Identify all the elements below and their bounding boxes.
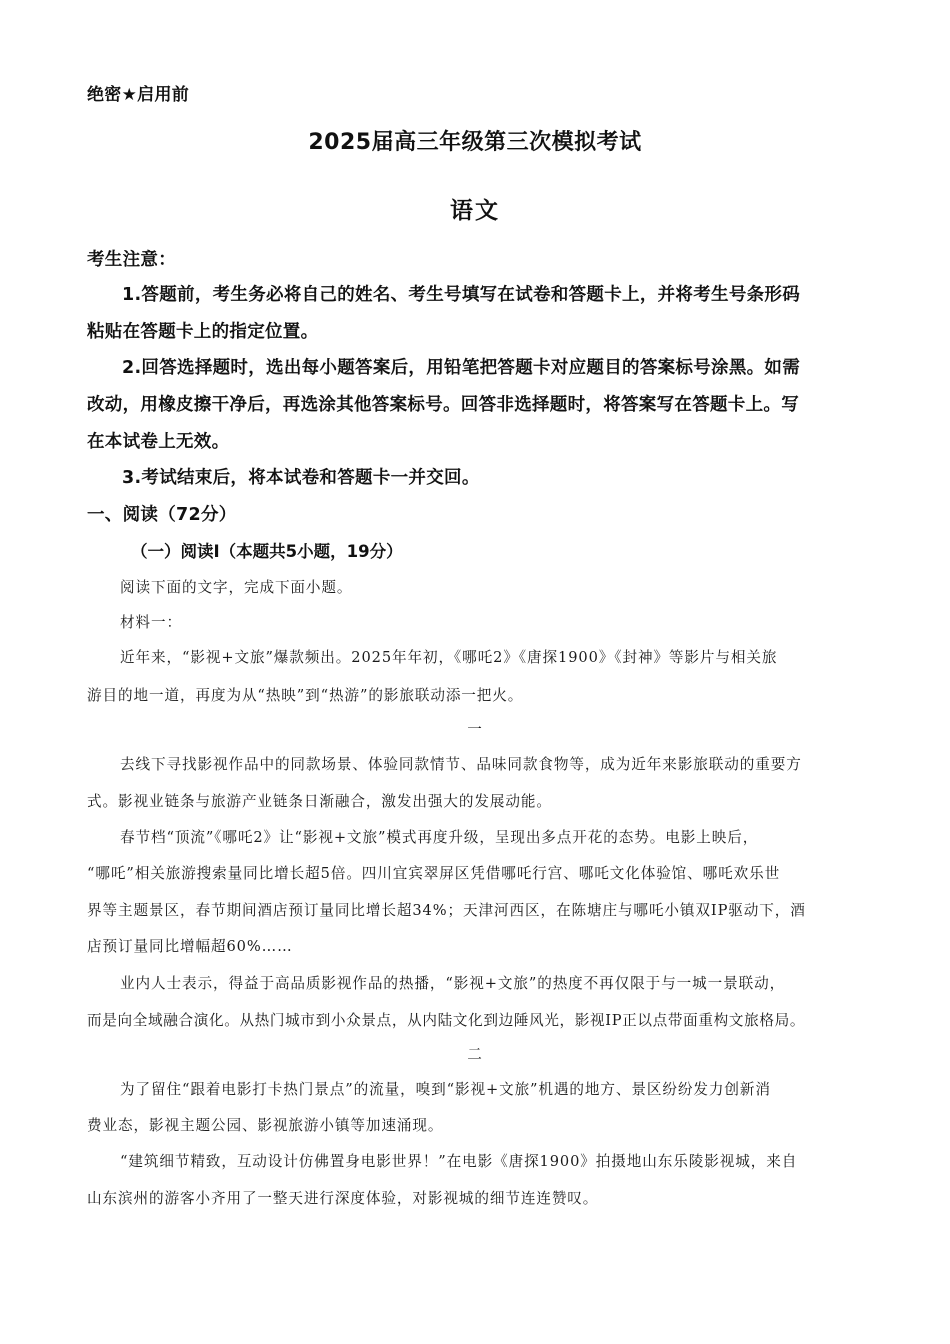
passage-line: 店预订量同比增幅超60%…… xyxy=(87,938,293,955)
passage-line: 业内人士表示，得益于高品质影视作品的热播，“影视+文旅”的热度不再仅限于与一城一景联动， xyxy=(120,975,786,992)
passage-line: 费业态，影视主题公园、影视旅游小镇等加速涌现。 xyxy=(87,1117,444,1134)
material-label: 材料一： xyxy=(120,614,182,631)
passage-line: 界等主题景区，春节期间酒店预订量同比增长超34%；天津河西区，在陈塘庄与哪吒小镇双IP驱动下，酒 xyxy=(87,902,806,919)
notice-line: 2.回答选择题时，选出每小题答案后，用铅笔把答题卡对应题目的答案标号涂黑。如需 xyxy=(122,358,801,378)
confidential-label: 绝密★启用前 xyxy=(87,85,190,105)
passage-line: 式。影视业链条与旅游产业链条日渐融合，激发出强大的发展动能。 xyxy=(87,793,552,810)
passage-line: 山东滨州的游客小齐用了一整天进行深度体验，对影视城的细节连连赞叹。 xyxy=(87,1190,599,1207)
section-heading: 一、阅读（72分） xyxy=(87,505,237,525)
passage-line: “哪吒”相关旅游搜索量同比增长超5倍。四川宜宾翠屏区凭借哪吒行宫、哪吒文化体验馆、哪吒欢乐世 xyxy=(87,865,781,882)
notice-line: 改动，用橡皮擦干净后，再选涂其他答案标号。回答非选择题时，将答案写在答题卡上。写 xyxy=(87,395,799,415)
notice-line: 在本试卷上无效。 xyxy=(87,432,230,452)
subject-title: 语文 xyxy=(450,198,500,224)
part-marker: 一 xyxy=(467,721,483,738)
passage-line: “建筑细节精致，互动设计仿佛置身电影世界！”在电影《唐探1900》拍摄地山东乐陵影视城，来自 xyxy=(120,1153,798,1170)
notice-line: 1.答题前，考生务必将自己的姓名、考生号填写在试卷和答题卡上，并将考生号条形码 xyxy=(122,285,801,305)
passage-line: 而是向全域融合演化。从热门城市到小众景点，从内陆文化到边陲风光，影视IP正以点带面重构文旅格局。 xyxy=(87,1012,806,1029)
passage-line: 游目的地一道，再度为从“热映”到“热游”的影旅联动添一把火。 xyxy=(87,687,524,704)
instruction-text: 阅读下面的文字，完成下面小题。 xyxy=(120,579,353,596)
notice-line: 3.考试结束后，将本试卷和答题卡一并交回。 xyxy=(122,468,480,488)
passage-line: 为了留住“跟着电影打卡热门景点”的流量，嗅到“影视+文旅”机遇的地方、景区纷纷发力创新消 xyxy=(120,1081,771,1098)
notice-heading: 考生注意： xyxy=(87,250,176,270)
passage-line: 春节档“顶流”《哪吒2》让“影视+文旅”模式再度升级，呈现出多点开花的态势。电影上映后， xyxy=(120,829,759,846)
exam-title: 2025届高三年级第三次模拟考试 xyxy=(308,130,642,155)
notice-line: 粘贴在答题卡上的指定位置。 xyxy=(87,322,319,342)
passage-line: 去线下寻找影视作品中的同款场景、体验同款情节、品味同款食物等，成为近年来影旅联动的重要方 xyxy=(120,756,802,773)
part-marker: 二 xyxy=(467,1046,483,1063)
section-subheading: （一）阅读Ⅰ（本题共5小题，19分） xyxy=(131,542,403,561)
passage-line: 近年来，“影视+文旅”爆款频出。2025年年初，《哪吒2》《唐探1900》《封神》等影片与相关旅 xyxy=(120,649,778,666)
